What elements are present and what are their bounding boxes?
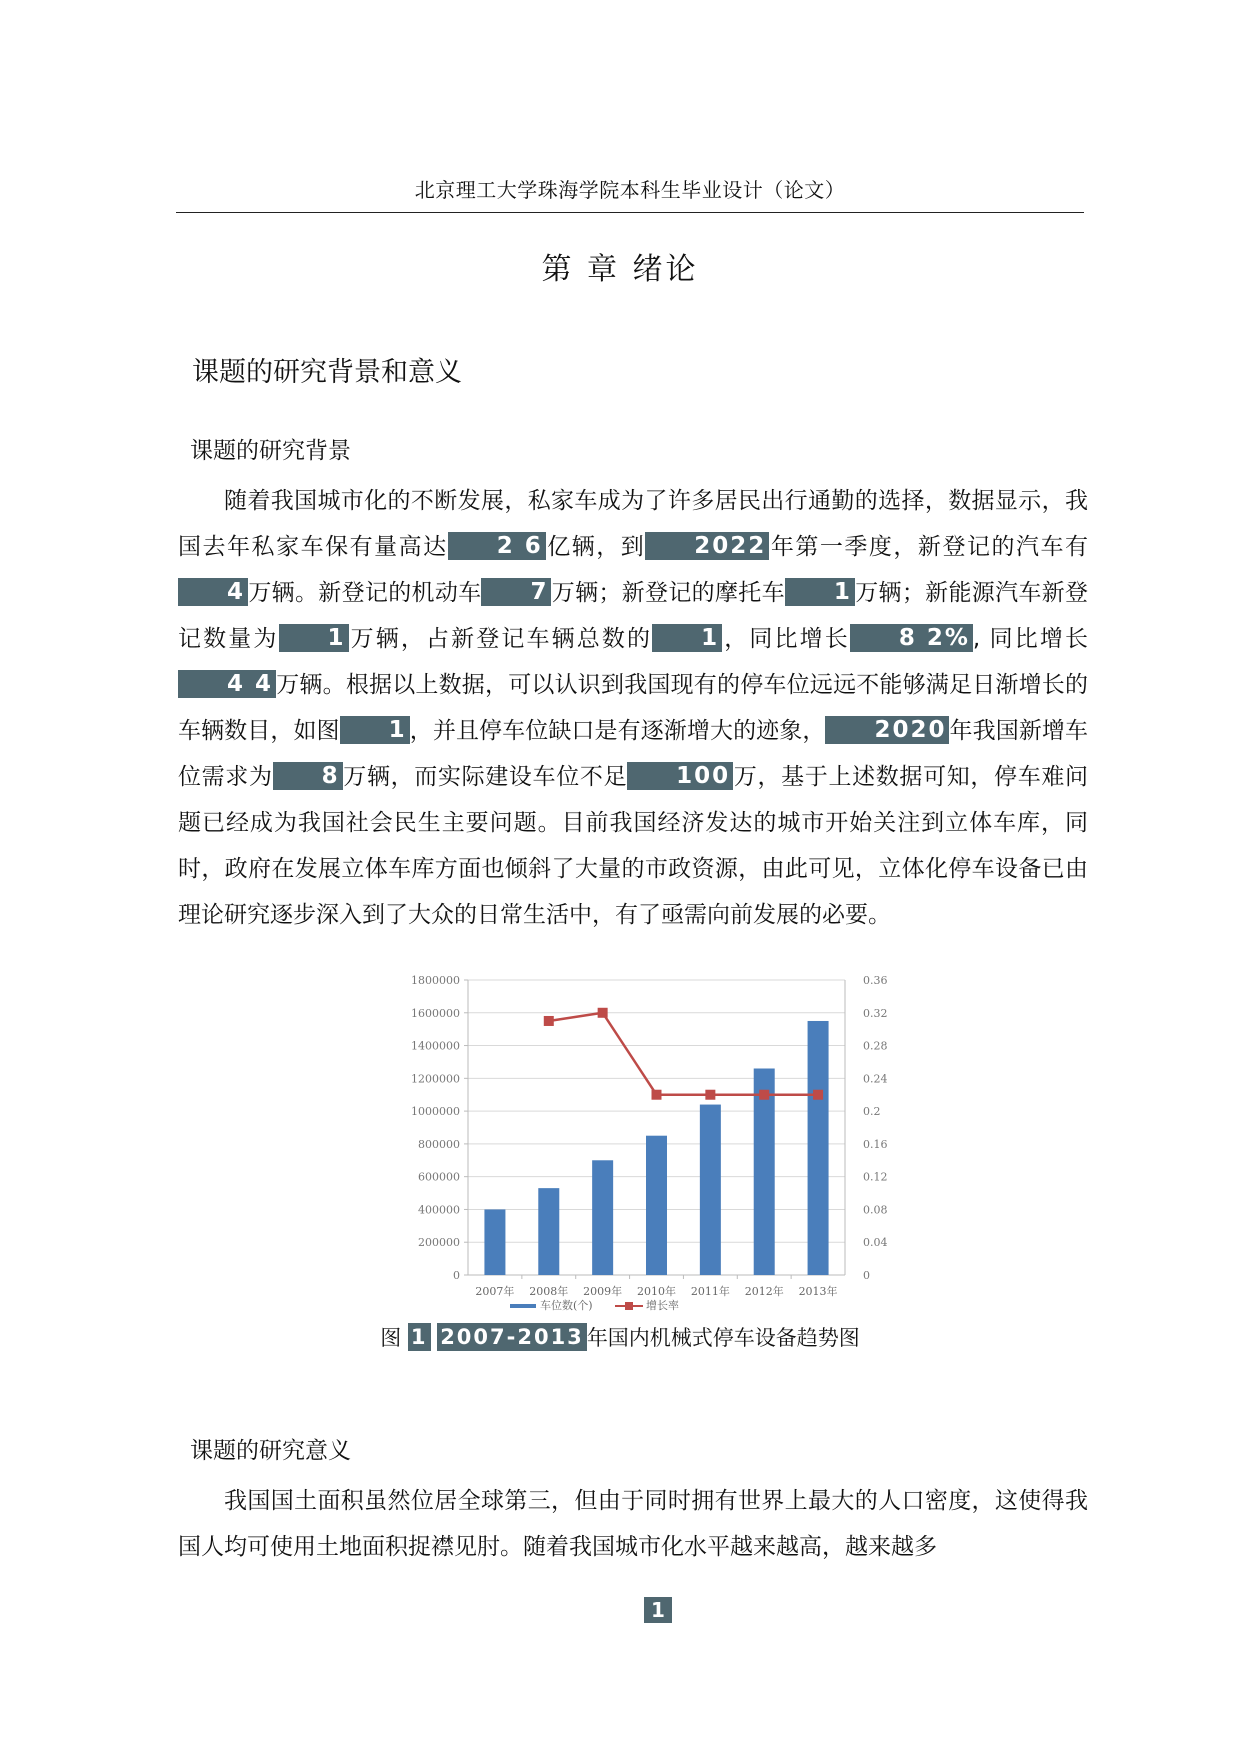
svg-text:2011年: 2011年 (690, 1285, 730, 1298)
svg-text:1400000: 1400000 (411, 1039, 460, 1053)
svg-text:增长率: 增长率 (646, 1299, 679, 1312)
redacted-year-range: 2007-2013 (437, 1323, 587, 1351)
svg-text:0.16: 0.16 (863, 1137, 888, 1151)
svg-text:0.2: 0.2 (863, 1105, 881, 1119)
redacted-value: 2020 (825, 716, 949, 744)
svg-text:600000: 600000 (418, 1170, 460, 1184)
redacted-value: 2 6 (448, 532, 546, 560)
paragraph-background: 随着我国城市化的不断发展，私家车成为了许多居民出行通勤的选择，数据显示，我国去年私家车保有量高达 2 6 亿辆，到 2022 年第一季度，新登记的汽车有4 万辆。新登记的机动车 7 万辆；新登记的摩托车 1 万辆；新能源汽车新登记数量为 1 万辆，占新登记车辆总数的 1 ，同比增长 8 2% , 同比增长4 4 万辆。根据以上数据，可以认识到我国现有的停车位远远不能够满足日渐增长的车辆数目，如图 1 ，并且停车位缺口是有逐渐增大的迹象， 2020 年我国新增车位需求为 8 万辆，而实际建设车位不足 100 万，基于上述数据可知，停车难问题已经成为我国社会民生主要问题。目前我国经济发达的城市开始关注到立体车库，同时，政府在发展立体车库方面也倾斜了大量的市政资源，由此可见，立体化停车设备已由理论研究逐步深入到了大众的日常生活中，有了亟需向前发展的必要。 (178, 488, 1089, 928)
svg-text:2012年: 2012年 (744, 1285, 784, 1298)
chapter-title: 第 章 绪论 (541, 252, 699, 287)
redacted-value: 4 4 (178, 670, 276, 698)
header-divider (176, 212, 1084, 213)
svg-text:车位数(个): 车位数(个) (540, 1299, 593, 1312)
svg-text:2013年: 2013年 (798, 1285, 838, 1298)
redacted-value: 4 (178, 578, 248, 606)
redacted-value: 1 (652, 624, 722, 652)
page-header: 北京理工大学珠海学院本科生毕业设计（论文） (414, 178, 846, 202)
section-heading: 课题的研究背景和意义 (192, 357, 462, 388)
svg-text:0.32: 0.32 (863, 1006, 888, 1020)
svg-text:0: 0 (863, 1269, 870, 1282)
redacted-value: 1 (785, 578, 855, 606)
redacted-value: 8 (273, 762, 343, 790)
svg-text:1800000: 1800000 (411, 974, 460, 987)
svg-text:1600000: 1600000 (411, 1006, 460, 1020)
subsection-heading-significance: 课题的研究意义 (190, 1438, 351, 1464)
redacted-value: 2022 (645, 532, 769, 560)
svg-text:800000: 800000 (418, 1137, 460, 1151)
svg-text:0.12: 0.12 (863, 1170, 888, 1184)
svg-text:0.04: 0.04 (863, 1236, 888, 1250)
svg-text:2009年: 2009年 (583, 1285, 623, 1298)
svg-text:0.24: 0.24 (863, 1072, 888, 1086)
svg-text:200000: 200000 (418, 1236, 460, 1250)
combo-bar-line-chart (400, 960, 900, 1320)
svg-text:1200000: 1200000 (411, 1072, 460, 1086)
page-number: 1 (644, 1597, 672, 1623)
figure-caption: 图 1 2007-2013 年国内机械式停车设备趋势图 (380, 1325, 860, 1350)
svg-text:0: 0 (453, 1269, 460, 1282)
svg-text:0.08: 0.08 (863, 1203, 888, 1217)
svg-text:2010年: 2010年 (637, 1285, 676, 1298)
paragraph-significance: 我国国土面积虽然位居全球第三，但由于同时拥有世界上最大的人口密度，这使得我国人均可使用土地面积捉襟见肘。随着我国城市化水平越来越高，越来越多 (178, 1488, 1088, 1560)
svg-text:1000000: 1000000 (411, 1105, 460, 1119)
redacted-value: 8 2% (850, 624, 973, 652)
subsection-heading-background: 课题的研究背景 (190, 438, 351, 464)
redacted-figure-number: 1 (408, 1323, 431, 1351)
svg-text:2008年: 2008年 (529, 1285, 569, 1298)
redacted-value: 1 (279, 624, 349, 652)
redacted-value: 7 (481, 578, 551, 606)
svg-text:0.36: 0.36 (863, 974, 888, 987)
redacted-value: 1 (340, 716, 410, 744)
svg-text:400000: 400000 (418, 1203, 460, 1217)
redacted-value: 100 (627, 762, 733, 790)
trend-chart (400, 960, 900, 1320)
svg-text:2007年: 2007年 (475, 1285, 515, 1298)
svg-text:0.28: 0.28 (863, 1039, 888, 1053)
